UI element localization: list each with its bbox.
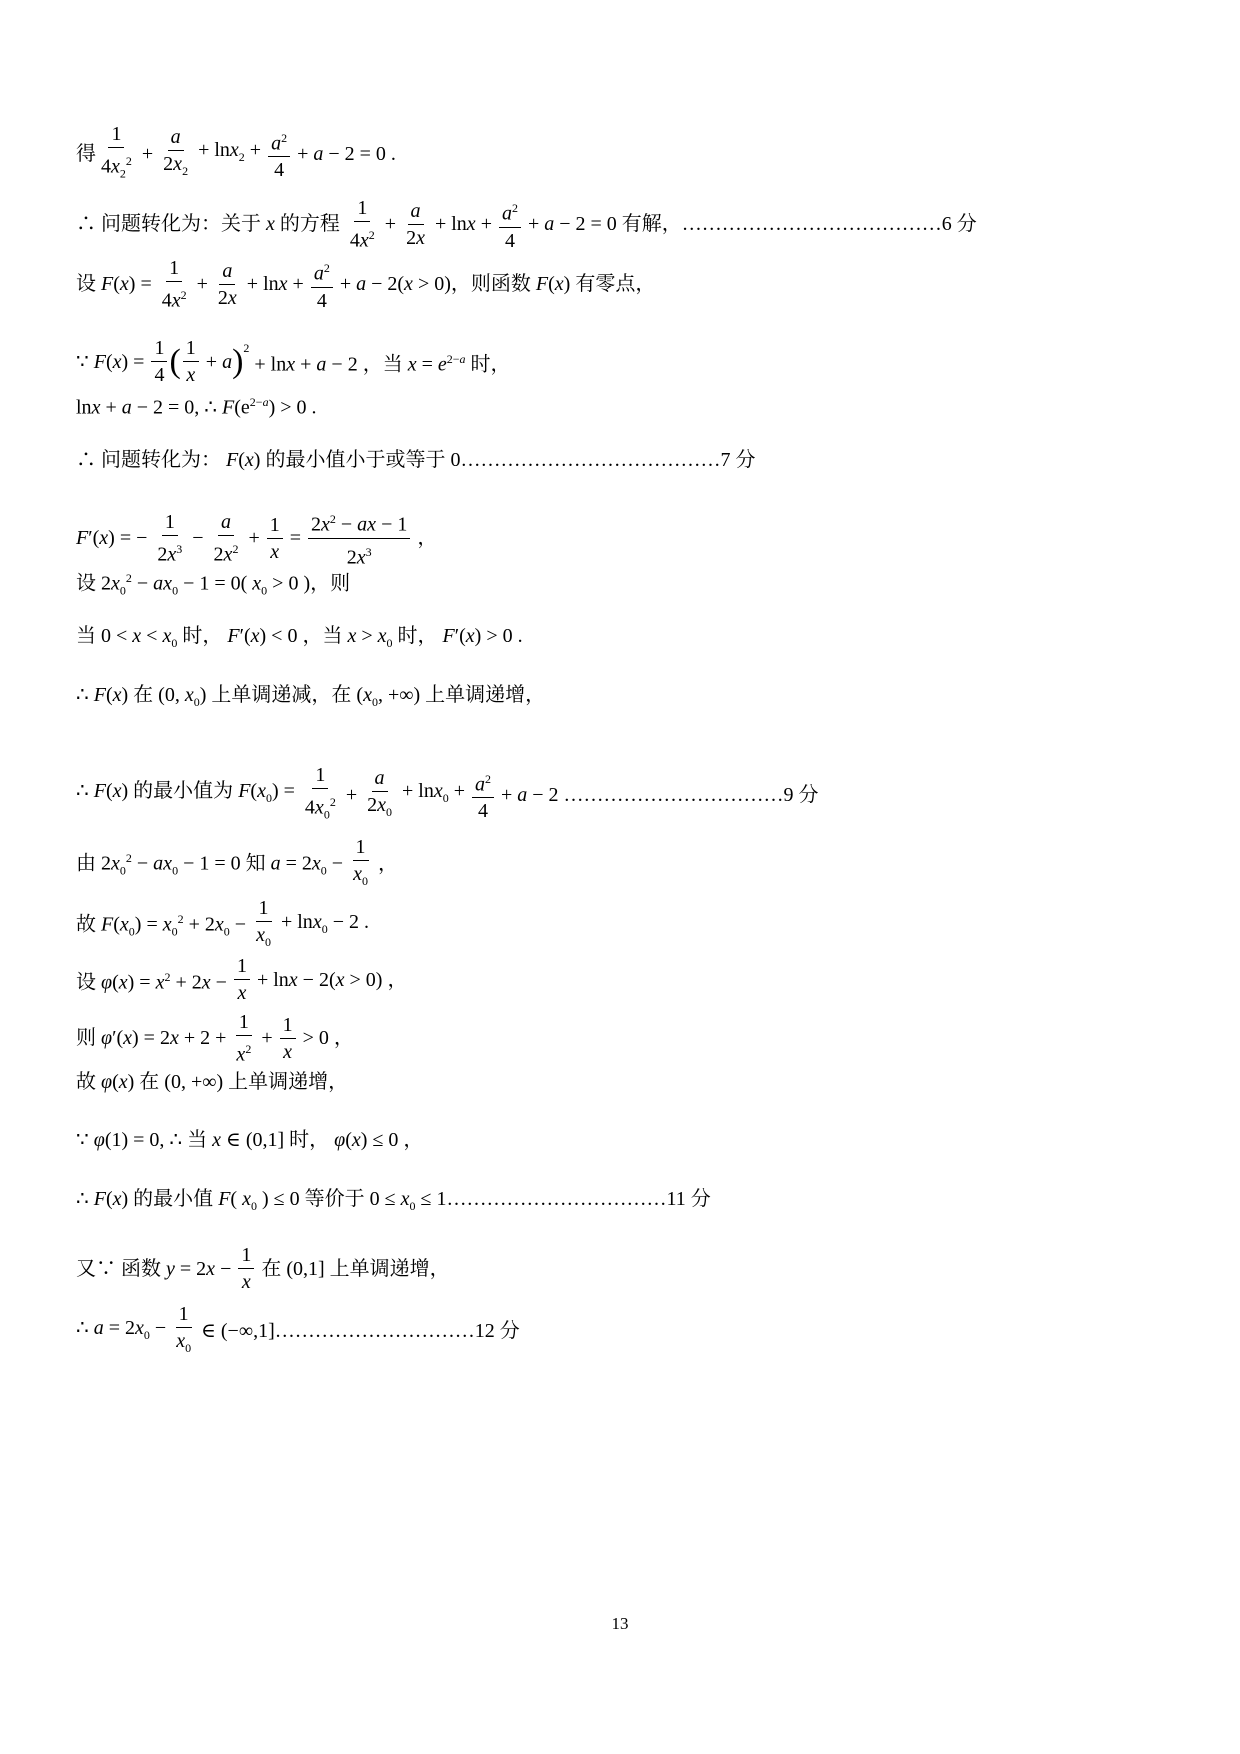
fraction: $\frac{a^2}{4}$: [268, 127, 290, 182]
eq-line-6: ∴ 问题转化为： F(x) 的最小值小于或等于 0…………………………………7 分: [76, 449, 756, 471]
eq-line-11: ∴ F(x) 的最小值为 $F(x_0)$ = $\frac{1}{4x_0^2}$ + $\frac{a}{2x_0}$ + lnx$_0$ + $\frac{a^2}{4}$ + a − 2 ……………………………9 分: [76, 764, 819, 826]
fraction: $\frac{a}{2x}$: [217, 259, 237, 309]
page-number: 13: [611, 1614, 629, 1633]
eq-line-12: 由 $2x_0^2 - ax_0 - 1 = 0$ 知 $a = 2x_0$ − $\frac{1}{x_0}$ ，: [76, 836, 398, 892]
fraction: $\frac{2x^2 - ax - 1}{2x^3}$: [308, 508, 410, 568]
eq-line-10: ∴ F(x) 在 (0, $x_0$) 上单调递减，在 ($x_0$, +∞) 上单调递增，: [76, 684, 546, 709]
fraction: $\frac{1}{x^2}$: [236, 1011, 252, 1066]
eq-line-20: ∴ $a = 2x_0$ − $\frac{1}{x_0}$ ∈ (−∞,1]…………………………12 分: [76, 1303, 520, 1359]
fraction: $\frac{1}{4x^2}$: [349, 197, 375, 252]
fraction: $\frac{a^2}{4}$: [499, 197, 521, 252]
eq-line-4: ∵ F(x) = $\frac{1}{4}$ ( $\frac{1}{x}$ + a ) $^2$ + lnx + a − 2 ，当 $x = e^{2-a}$ 时，: [76, 337, 511, 386]
eq-line-15: 则 φ′(x) = 2x + 2 + $\frac{1}{x^2}$ + $\frac{1}{x}$ > 0 ，: [76, 1011, 354, 1066]
fraction: $\frac{1}{2x^3}$: [157, 510, 183, 566]
eq-line-8: 设 $2x_0^2 - ax_0 - 1 = 0$( $x_0 > 0$ )，则: [76, 571, 351, 598]
fraction: $\frac{1}{x}$: [183, 337, 199, 386]
fraction: $\frac{1}{x_0}$: [256, 897, 271, 949]
fraction: $\frac{1}{4x^2}$: [161, 257, 187, 312]
eq-line-14: 设 $\varphi(x) = x^2 + 2x$ − $\frac{1}{x}$ + lnx − 2(x > 0) ，: [76, 955, 408, 1004]
eq-line-2: ∴ 问题转化为：关于 x 的方程 $\frac{1}{4x^2}$ + $\frac{a}{2x}$ + lnx + $\frac{a^2}{4}$ + a − 2 = 0 有解，…………………………………6 分: [76, 197, 977, 252]
eq-line-5: lnx + a − 2 = 0, ∴ $F(e^{2-a}) > 0$ .: [76, 395, 317, 419]
eq-line-9: 当 $0 < x < x_0$ 时， F′(x) < 0 ，当 $x > x_0$ 时， F′(x) > 0 .: [76, 625, 523, 650]
fraction: $\frac{a}{2x}$: [406, 199, 425, 249]
eq-line-1: 得 $\frac{1}{4x_2^2}$ + $\frac{a}{2x_2}$ + lnx$_2$ + $\frac{a^2}{4}$ + a − 2 = 0 .: [76, 123, 396, 185]
fraction: $\frac{a^2}{4}$: [311, 257, 333, 312]
fraction: $\frac{1}{x_0}$: [353, 836, 368, 888]
fraction: $\frac{1}{4x_2^2}$: [101, 123, 132, 181]
fraction: $\frac{1}{x}$: [238, 1244, 254, 1293]
eq-line-16: 故 φ(x) 在 (0, +∞) 上单调递增，: [76, 1071, 349, 1093]
fraction: $\frac{1}{4x_0^2}$: [304, 764, 336, 822]
fraction: $\frac{1}{x_0}$: [176, 1303, 192, 1355]
eq-line-19: 又∵ 函数 y = 2x − $\frac{1}{x}$ 在 (0,1] 上单调递增，: [76, 1244, 450, 1293]
fraction: $\frac{a}{2x_2}$: [163, 125, 189, 178]
eq-line-18: ∴ F(x) 的最小值 F( $x_0$ ) ≤ 0 等价于 $0 \le x_0$ ≤ 1……………………………11 分: [76, 1188, 711, 1213]
eq-line-13: 故 $F(x_0) = x_0^2 + 2x_0$ − $\frac{1}{x_0}$ + lnx$_0$ − 2 .: [76, 897, 369, 953]
eq-line-7: F′(x) = − $\frac{1}{2x^3}$ − $\frac{a}{2x^2}$ + $\frac{1}{x}$ = $\frac{2x^2 - ax - 1}{2x^3}$ ，: [76, 508, 437, 568]
fraction: $\frac{1}{4}$: [151, 337, 167, 386]
fraction: $\frac{1}{x}$: [234, 955, 250, 1004]
fraction: $\frac{1}{x}$: [267, 514, 283, 563]
fraction: $\frac{a}{2x_0}$: [367, 766, 392, 819]
fraction: $\frac{1}{x}$: [280, 1014, 296, 1063]
fraction: $\frac{a}{2x^2}$: [213, 510, 239, 566]
eq-line-17: ∵ φ(1) = 0, ∴ 当 x ∈ (0,1] 时， φ(x) ≤ 0 ，: [76, 1129, 424, 1151]
eq-line-3: 设 F(x) = $\frac{1}{4x^2}$ + $\frac{a}{2x}$ + lnx + $\frac{a^2}{4}$ + a − 2(x > 0)，则函数 F(x) 有零点，: [76, 257, 656, 312]
fraction: $\frac{a^2}{4}$: [472, 768, 494, 823]
